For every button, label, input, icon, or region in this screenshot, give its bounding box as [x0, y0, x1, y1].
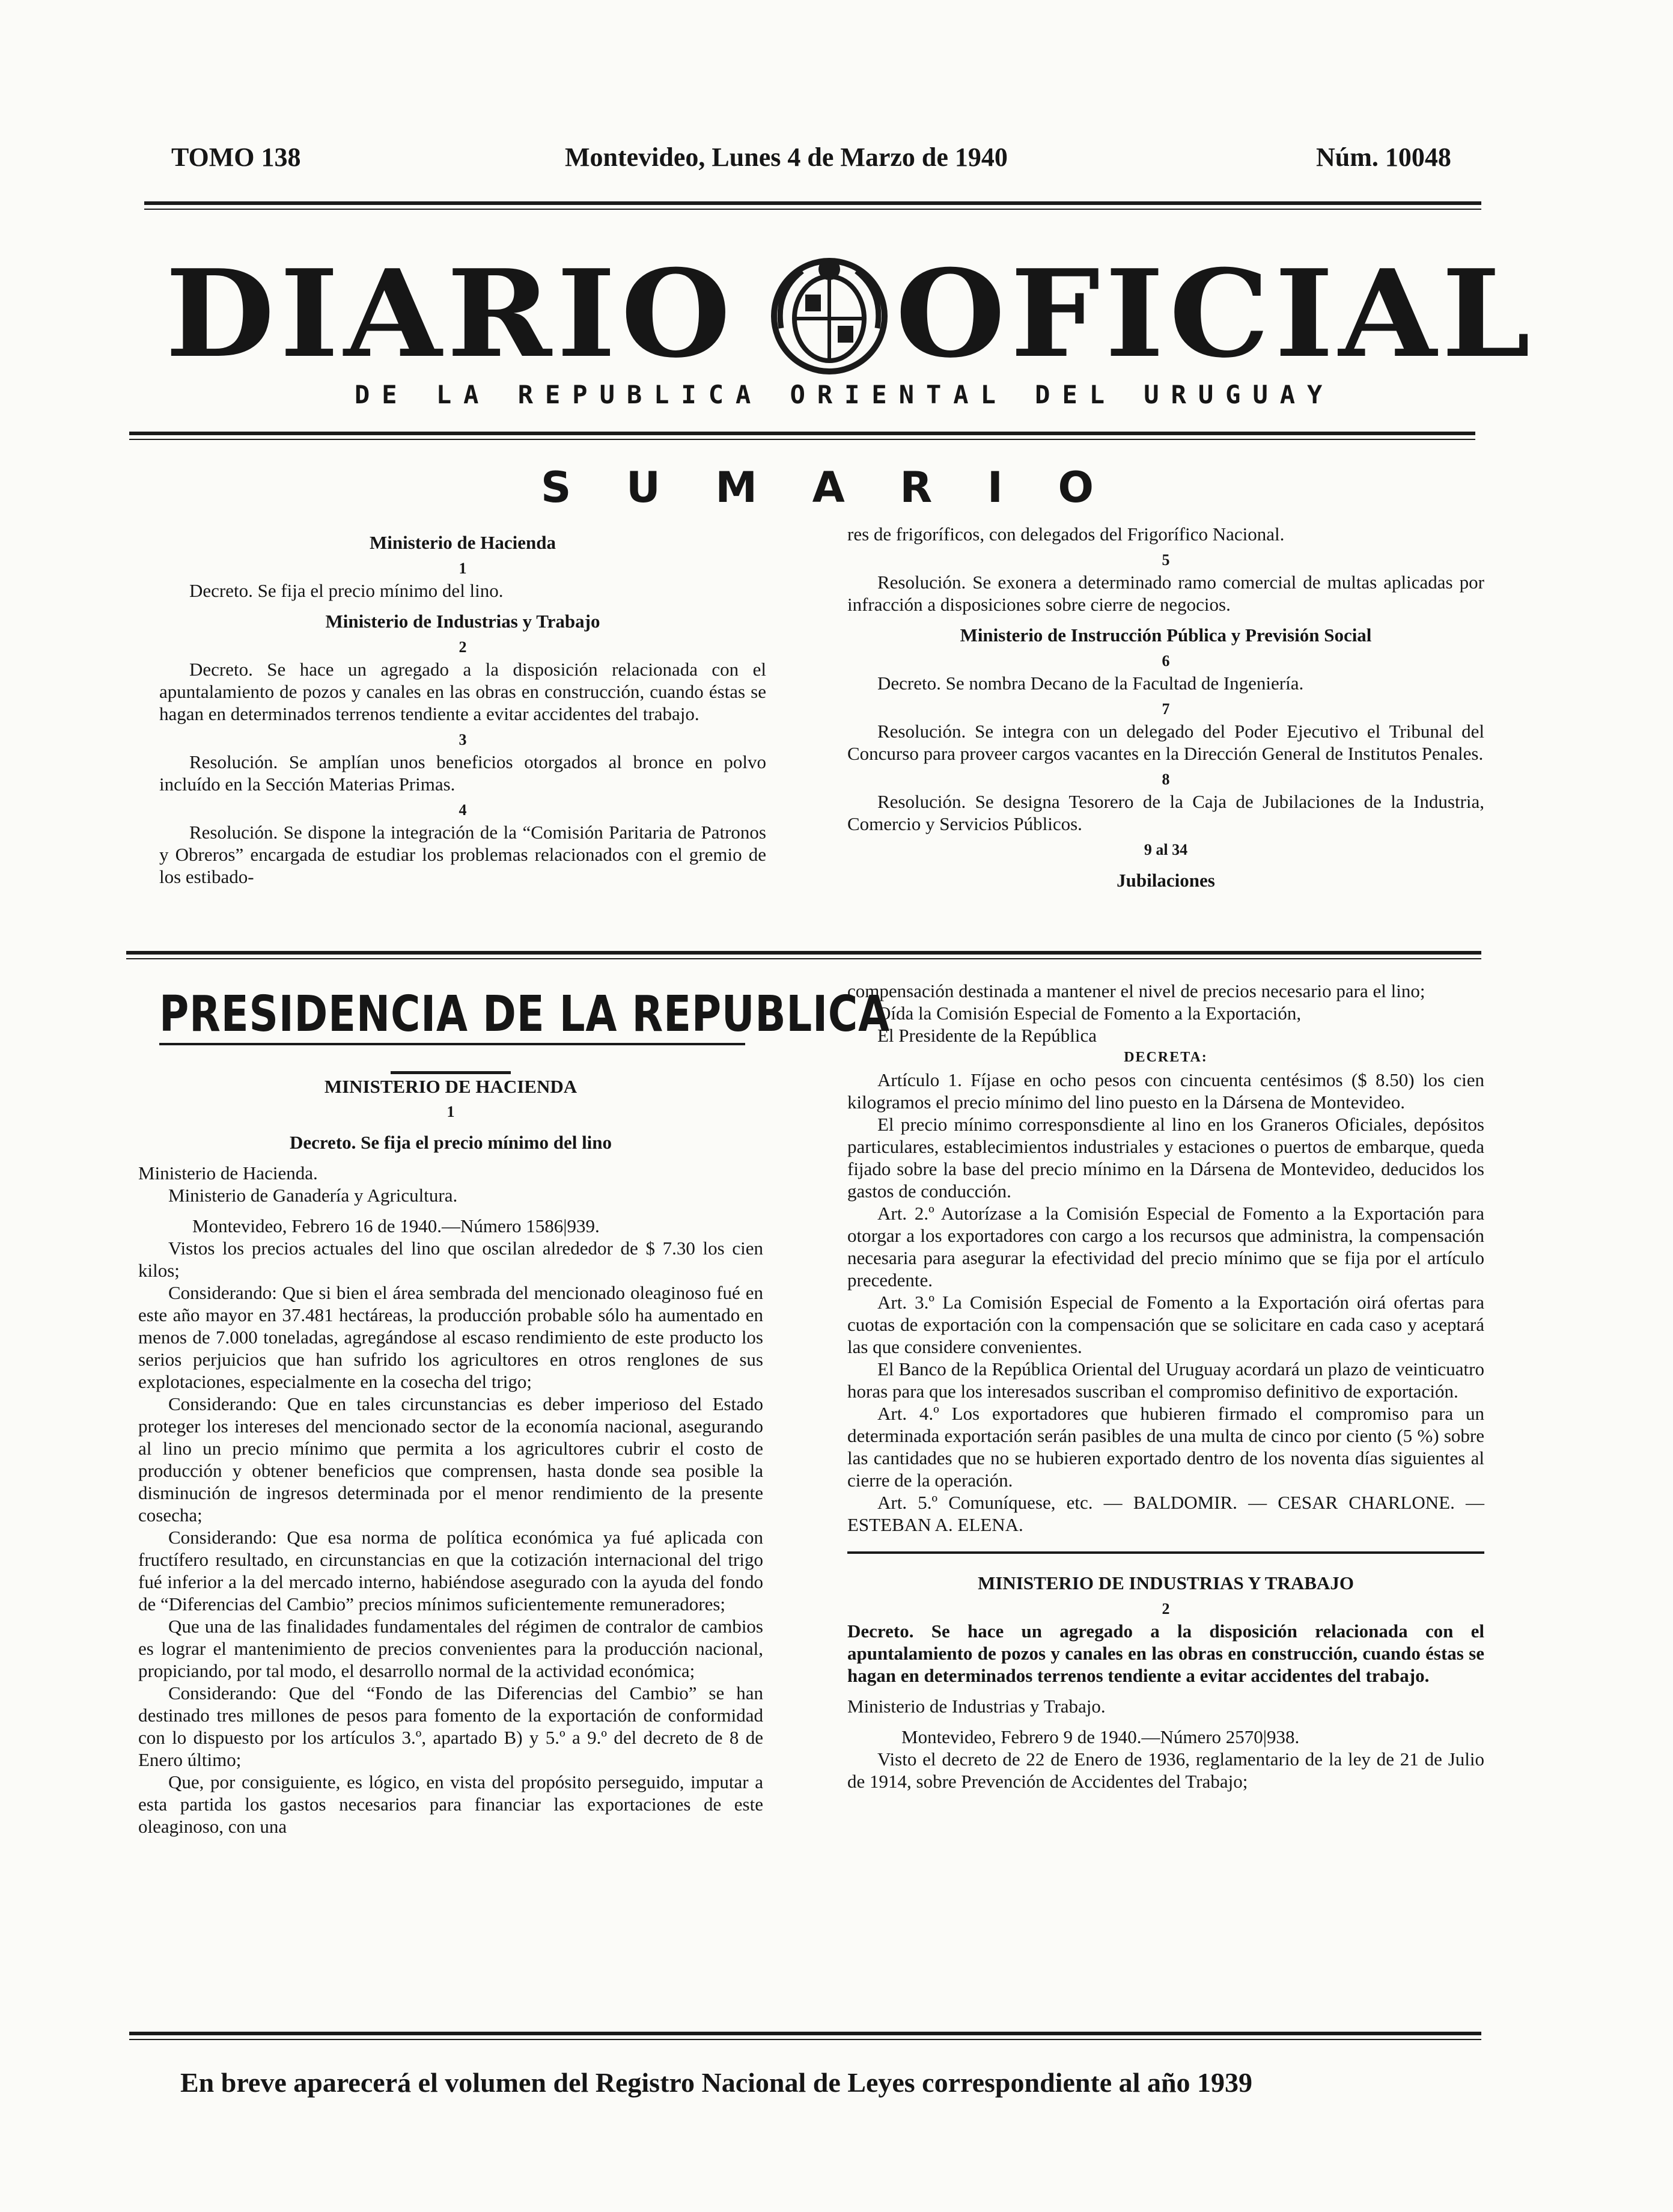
header-rule — [144, 201, 1481, 205]
tomo-label: TOMO 138 — [171, 142, 301, 172]
paragraph: Ministerio de Ganadería y Agricultura. — [168, 1185, 458, 1206]
item-number: 3 — [459, 731, 467, 748]
section-heading: Decreto. Se fija el precio mínimo del lino — [289, 1132, 612, 1153]
sumario-letter: M — [715, 463, 758, 512]
sumario-letter: S — [541, 463, 571, 512]
sumario-right-column — [847, 523, 1484, 891]
sumario-letter: R — [900, 463, 933, 512]
paragraph: El precio mínimo corresponsdiente al lino en los Graneros Oficiales, depósitos particulares, establecimientos industriales y estaciones o puertos de embarque, queda fijado sobre la base del precio mínimo en la Dársena de Montevideo, deducidos los gastos de conducción. — [847, 1114, 1484, 1202]
decree-dateline: Montevideo, Febrero 16 de 1940.—Número 1586|939. — [192, 1215, 600, 1236]
item-number: 1 — [459, 560, 467, 577]
item-number: 9 al 34 — [1144, 841, 1188, 858]
masthead-oficial: OFICIAL — [895, 243, 1536, 385]
paragraph: Considerando: Que del “Fondo de las Diferencias del Cambio” se han destinado tres millones de pesos para fomento de la exportación de conformidad con lo dispuesto por los artículos 3.º, apartado B) y 5.º a 9.º del decreto de 8 de Enero último; — [138, 1682, 763, 1770]
sumario-letter: I — [987, 463, 1003, 512]
footer-rule-thin — [129, 2039, 1481, 2040]
paragraph: Visto el decreto de 22 de Enero de 1936, reglamentario de la ley de 21 de Julio de 1914, sobre Prevención de Accidentes del Trabajo; — [847, 1749, 1484, 1792]
paragraph: Vistos los precios actuales del lino que oscilan alrededor de $ 7.30 los cien kilos; — [138, 1238, 763, 1281]
item-number: 2 — [459, 638, 467, 656]
section-title-presidencia: PRESIDENCIA DE LA REPUBLICA — [159, 986, 890, 1043]
paragraph: Decreto. Se fija el precio mínimo del lino. — [189, 580, 504, 601]
section-heading: MINISTERIO DE HACIENDA — [324, 1076, 577, 1097]
sumario-left-column — [159, 523, 766, 888]
paragraph-continued: compensación destinada a mantener el nivel de precios necesario para el lino; — [847, 980, 1425, 1001]
masthead-rule — [129, 432, 1475, 435]
decree-summary: Decreto. Se hace un agregado a la disposición relacionada con el apuntalamiento de pozos y canales en las obras en construcción, cuando éstas se hagan en determinados terrenos tendiente a evitar accidentes del trabajo. — [847, 1621, 1484, 1686]
decree-dateline: Montevideo, Febrero 9 de 1940.—Número 2570|938. — [901, 1726, 1300, 1747]
decreta-label: DECRETA: — [1124, 1049, 1208, 1065]
sumario-rule-thin — [126, 958, 1481, 959]
paragraph: Considerando: Que si bien el área sembrada del mencionado oleaginoso fué en este año mayor en 37.481 hectáreas, la producción probable sólo ha aumentado en menos de 7.000 toneladas, agregándose al escaso rendimiento de este producto los serios perjuicios que han sufrido los agricultores en otros renglones de sus explotaciones, especialmente en la cosecha del trigo; — [138, 1282, 763, 1392]
presidencia-underline — [159, 1043, 745, 1045]
paragraph: El Banco de la República Oriental del Uruguay acordará un plazo de veinticuatro horas para que los interesados suscriban el compromiso definitivo de exportación. — [847, 1358, 1484, 1402]
paragraph: Oída la Comisión Especial de Fomento a la Exportación, — [877, 1003, 1302, 1024]
issue-dateline: Montevideo, Lunes 4 de Marzo de 1940 — [565, 142, 1008, 172]
coat-of-arms-icon — [769, 256, 889, 376]
section-heading: Ministerio de Hacienda — [370, 532, 556, 553]
footer-rule — [129, 2032, 1481, 2035]
section-heading: MINISTERIO DE INDUSTRIAS Y TRABAJO — [978, 1572, 1354, 1593]
paragraph: Art. 4.º Los exportadores que hubieren firmado el compromiso para un determinada exportación serán pasibles de una multa de cinco por ciento (5 %) sobre las cantidades que no se hubieren exportado dentro de los noventa días siguientes al cierre de la operación. — [847, 1403, 1484, 1491]
paragraph: Resolución. Se integra con un delegado del Poder Ejecutivo el Tribunal del Concurso para proveer cargos vacantes en la Dirección General de Institutos Penales. — [847, 721, 1484, 764]
header-rule-thin — [144, 209, 1481, 210]
paragraph: Resolución. Se designa Tesorero de la Caja de Jubilaciones de la Industria, Comercio y Servicios Públicos. — [847, 791, 1484, 834]
item-number: 2 — [1162, 1600, 1170, 1618]
paragraph: Art. 3.º La Comisión Especial de Fomento a la Exportación oirá ofertas para cuotas de exportación con la compensación que se solicitare en cada caso y aceptará las que considere convenientes. — [847, 1292, 1484, 1357]
number-rule — [391, 1071, 511, 1074]
masthead — [153, 243, 1536, 385]
ministry-line: Ministerio de Industrias y Trabajo. — [847, 1696, 1106, 1717]
item-number: 5 — [1162, 551, 1170, 569]
item-number: 1 — [446, 1103, 455, 1120]
ministry-line: Ministerio de Hacienda. — [138, 1163, 318, 1184]
masthead-diario: DIARIO — [165, 243, 736, 385]
sumario-title — [541, 463, 1094, 512]
section-divider — [847, 1551, 1484, 1554]
sumario-rule — [126, 951, 1481, 955]
main-right-column — [847, 980, 1484, 1792]
section-heading: Ministerio de Industrias y Trabajo — [325, 611, 600, 632]
main-left-column — [138, 1067, 763, 1838]
sumario-letter: A — [812, 463, 845, 512]
paragraph: Considerando: Que esa norma de política económica ya fué aplicada con fructífero resultado, en circunstancias en que la cotización internacional del trigo fué inferior a la del mercado interno, habiéndose asegurado con la ayuda del fondo de “Diferencias del Cambio” precios mínimos suficientemente remuneradores; — [138, 1527, 763, 1615]
issue-number: Núm. 10048 — [1316, 142, 1451, 172]
paragraph: El Presidente de la República — [877, 1025, 1097, 1046]
paragraph: Resolución. Se exonera a determinado ramo comercial de multas aplicadas por infracción a disposiciones sobre cierre de negocios. — [847, 572, 1484, 615]
section-heading: Ministerio de Instrucción Pública y Previsión Social — [960, 625, 1372, 646]
paragraph: Que una de las finalidades fundamentales del régimen de contralor de cambios es lograr el mantenimiento de precios convenientes para la producción nacional, propiciando, por tal modo, el desarrollo normal de la actividad económica; — [138, 1616, 763, 1681]
paragraph-continued: res de frigoríficos, con delegados del Frigorífico Nacional. — [847, 524, 1285, 545]
sumario-letter: U — [626, 463, 660, 512]
paragraph: Resolución. Se dispone la integración de la “Comisión Paritaria de Patronos y Obreros” encargada de estudiar los problemas relacionados con el gremio de los estibado- — [159, 822, 766, 887]
paragraph: Resolución. Se amplían unos beneficios otorgados al bronce en polvo incluído en la Sección Materias Primas. — [159, 751, 766, 795]
footer-notice: En breve aparecerá el volumen del Registro Nacional de Leyes correspondiente al año 1939 — [180, 2067, 1253, 2098]
item-number: 7 — [1162, 700, 1170, 718]
masthead-rule-thin — [129, 439, 1475, 440]
paragraph: Decreto. Se nombra Decano de la Facultad de Ingeniería. — [877, 673, 1304, 694]
paragraph: Considerando: Que en tales circunstancias es deber imperioso del Estado proteger los intereses del mencionado sector de la economía nacional, asegurando al lino un precio mínimo que permita a los agricultores cubrir el costo de producción y obtener beneficios que comprensen, hasta donde sea posible la disminución de ingresos determinada por el menor rendimiento de la presente cosecha; — [138, 1393, 763, 1526]
item-number: 8 — [1162, 771, 1170, 788]
paragraph: Que, por consiguiente, es lógico, en vista del propósito perseguido, imputar a esta partida los gastos necesarios para financiar las exportaciones de este oleaginoso, con una — [138, 1771, 763, 1837]
section-heading: Jubilaciones — [1117, 870, 1215, 891]
paragraph: Decreto. Se hace un agregado a la disposición relacionada con el apuntalamiento de pozos y canales en las obras en construcción, cuando éstas se hagan en determinados terrenos tendiente a evitar accidentes del trabajo. — [159, 659, 766, 724]
paragraph: Artículo 1. Fíjase en ocho pesos con cincuenta centésimos ($ 8.50) los cien kilogramos el precio mínimo del lino puesto en la Dársena de Montevideo. — [847, 1069, 1484, 1113]
masthead-subtitle: DE LA REPUBLICA ORIENTAL DEL URUGUAY — [355, 380, 1335, 409]
item-number: 6 — [1162, 652, 1170, 670]
sumario-letter: O — [1058, 463, 1094, 512]
item-number: 4 — [459, 801, 467, 819]
paragraph: Art. 2.º Autorízase a la Comisión Especial de Fomento a la Exportación para otorgar a los exportadores con cargo a los recursos que administra, la compensación necesaria para asegurar la efectividad del precio mínimo que se fija por el artículo precedente. — [847, 1203, 1484, 1291]
paragraph: Art. 5.º Comuníquese, etc. — BALDOMIR. — CESAR CHARLONE. — ESTEBAN A. ELENA. — [847, 1492, 1484, 1535]
